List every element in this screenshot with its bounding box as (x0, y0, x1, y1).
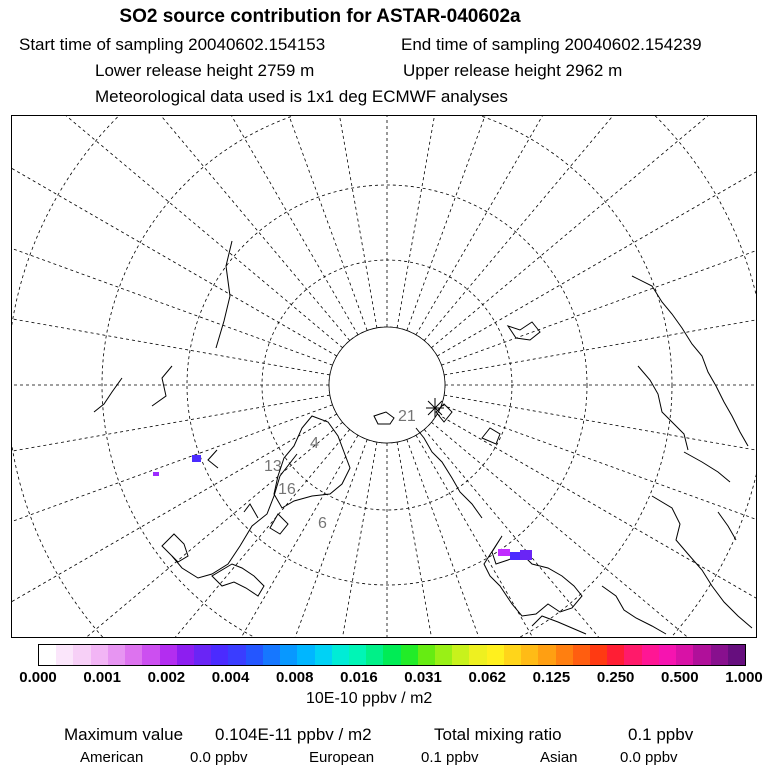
colorbar-cell (573, 645, 590, 665)
colorbar-cell (556, 645, 573, 665)
colorbar-cell (56, 645, 73, 665)
colorbar-cell (366, 645, 383, 665)
meridian-line (12, 435, 358, 637)
colorbar-cell (418, 645, 435, 665)
colorbar-cell (435, 645, 452, 665)
upper-height-text: Upper release height 2962 m (403, 61, 623, 80)
meridian-line (407, 440, 695, 637)
colorbar-cell (125, 645, 142, 665)
colorbar-cell (676, 645, 693, 665)
colorbar-cell (280, 645, 297, 665)
meridian-line (79, 440, 367, 637)
colorbar-cell (624, 645, 641, 665)
colorbar-cell (693, 645, 710, 665)
colorbar-tick-label: 0.250 (596, 669, 635, 686)
meridian-line (416, 116, 756, 335)
colorbar-cell (642, 645, 659, 665)
colorbar-cell (487, 645, 504, 665)
colorbar-tick-label: 1.000 (725, 669, 763, 686)
meridian-line (444, 395, 756, 541)
plot-title: SO2 source contribution for ASTAR-040602a (119, 6, 521, 27)
meridian-line (437, 414, 756, 637)
meridian-line (12, 116, 350, 341)
meridian-line (12, 116, 358, 335)
colorbar-cell (383, 645, 400, 665)
colorbar-cell (246, 645, 263, 665)
meridian-line (397, 442, 543, 637)
meridian-line (12, 116, 337, 356)
plume-europe-b (510, 552, 520, 560)
colorbar-cell (177, 645, 194, 665)
asterisk-marker (426, 398, 444, 418)
total-mixing-value: 0.1 ppbv (628, 725, 694, 744)
colorbar-tick-label: 0.000 (19, 669, 57, 686)
colorbar-cell (659, 645, 676, 665)
colorbar-cell (211, 645, 228, 665)
colorbar-cell (452, 645, 469, 665)
max-value: 0.104E-11 ppbv / m2 (215, 725, 372, 744)
colorbar-cell (469, 645, 486, 665)
meridian-line (12, 116, 343, 348)
colorbar-tick-label: 0.500 (661, 669, 699, 686)
region-asian-name: Asian (540, 749, 578, 766)
colorbar-tick-label: 0.004 (211, 669, 250, 686)
polar-cap (329, 327, 445, 443)
plume-europe-c (520, 550, 532, 560)
map-label-21: 21 (398, 408, 416, 425)
start-time-text: Start time of sampling 20040602.154153 (19, 35, 326, 54)
end-time-text: End time of sampling 20040602.154239 (401, 35, 702, 54)
colorbar-cell (91, 645, 108, 665)
colorbar-tick-label: 0.001 (83, 669, 121, 686)
meridian-line (437, 116, 756, 356)
colorbar-tick-label: 0.002 (147, 669, 186, 686)
meridian-line (231, 442, 377, 637)
meridian-line (442, 116, 756, 365)
colorbar-cell (728, 645, 745, 665)
meridian-line (12, 395, 330, 541)
meridian-line (12, 429, 350, 637)
plume-north-america (192, 455, 201, 462)
region-european-value: 0.1 ppbv (421, 749, 479, 766)
colorbar-tick-label: 0.008 (275, 669, 314, 686)
colorbar-unit: 10E-10 ppbv / m2 (306, 690, 433, 707)
plume-north-america-small (153, 472, 159, 476)
meridian-line (444, 229, 756, 375)
colorbar-cell (263, 645, 280, 665)
colorbar-cell (401, 645, 418, 665)
colorbar-cell (73, 645, 90, 665)
colorbar-cell (711, 645, 728, 665)
region-asian-value: 0.0 ppbv (620, 749, 678, 766)
colorbar-cell (349, 645, 366, 665)
meridian-line (12, 116, 332, 365)
meridian-line (424, 116, 756, 341)
meridian-line (431, 422, 756, 637)
coastlines (94, 241, 752, 634)
colorbar-cell (504, 645, 521, 665)
map-label-6: 6 (318, 515, 327, 532)
polar-map (11, 115, 757, 638)
colorbar-cell (194, 645, 211, 665)
total-mixing-label: Total mixing ratio (434, 725, 562, 744)
colorbar-cell (590, 645, 607, 665)
colorbar-tick-label: 0.016 (340, 669, 378, 686)
map-label-4: 4 (310, 435, 319, 452)
colorbar (38, 644, 746, 666)
plume-europe-a (498, 549, 510, 556)
colorbar-cell (297, 645, 314, 665)
colorbar-cell (607, 645, 624, 665)
colorbar-cell (142, 645, 159, 665)
region-american-value: 0.0 ppbv (190, 749, 248, 766)
colorbar-cell (521, 645, 538, 665)
meridian-line (12, 422, 343, 637)
meridian-line (416, 435, 756, 637)
map-label-16: 16 (278, 481, 296, 498)
colorbar-cell (39, 645, 56, 665)
meridian-line (407, 116, 695, 330)
colorbar-tick-label: 0.125 (532, 669, 571, 686)
colorbar-cell (315, 645, 332, 665)
meridian-line (424, 429, 756, 637)
colorbar-tick-label: 0.062 (468, 669, 507, 686)
meridian-line (12, 414, 337, 637)
colorbar-cell (228, 645, 245, 665)
colorbar-cell (160, 645, 177, 665)
colorbar-tick-label: 0.031 (404, 669, 442, 686)
meridian-line (442, 405, 756, 637)
colorbar-cell (108, 645, 125, 665)
lower-height-text: Lower release height 2759 m (95, 61, 315, 80)
meridian-line (431, 116, 756, 348)
met-data-text: Meteorological data used is 1x1 deg ECMWF analyses (95, 87, 508, 106)
colorbar-cell (538, 645, 555, 665)
region-american-name: American (80, 749, 144, 766)
meridian-line (12, 229, 330, 375)
region-european-name: European (309, 749, 375, 766)
meridian-line (79, 116, 367, 330)
max-value-label: Maximum value (64, 725, 184, 744)
map-label-13: 13 (264, 458, 282, 475)
colorbar-cell (332, 645, 349, 665)
